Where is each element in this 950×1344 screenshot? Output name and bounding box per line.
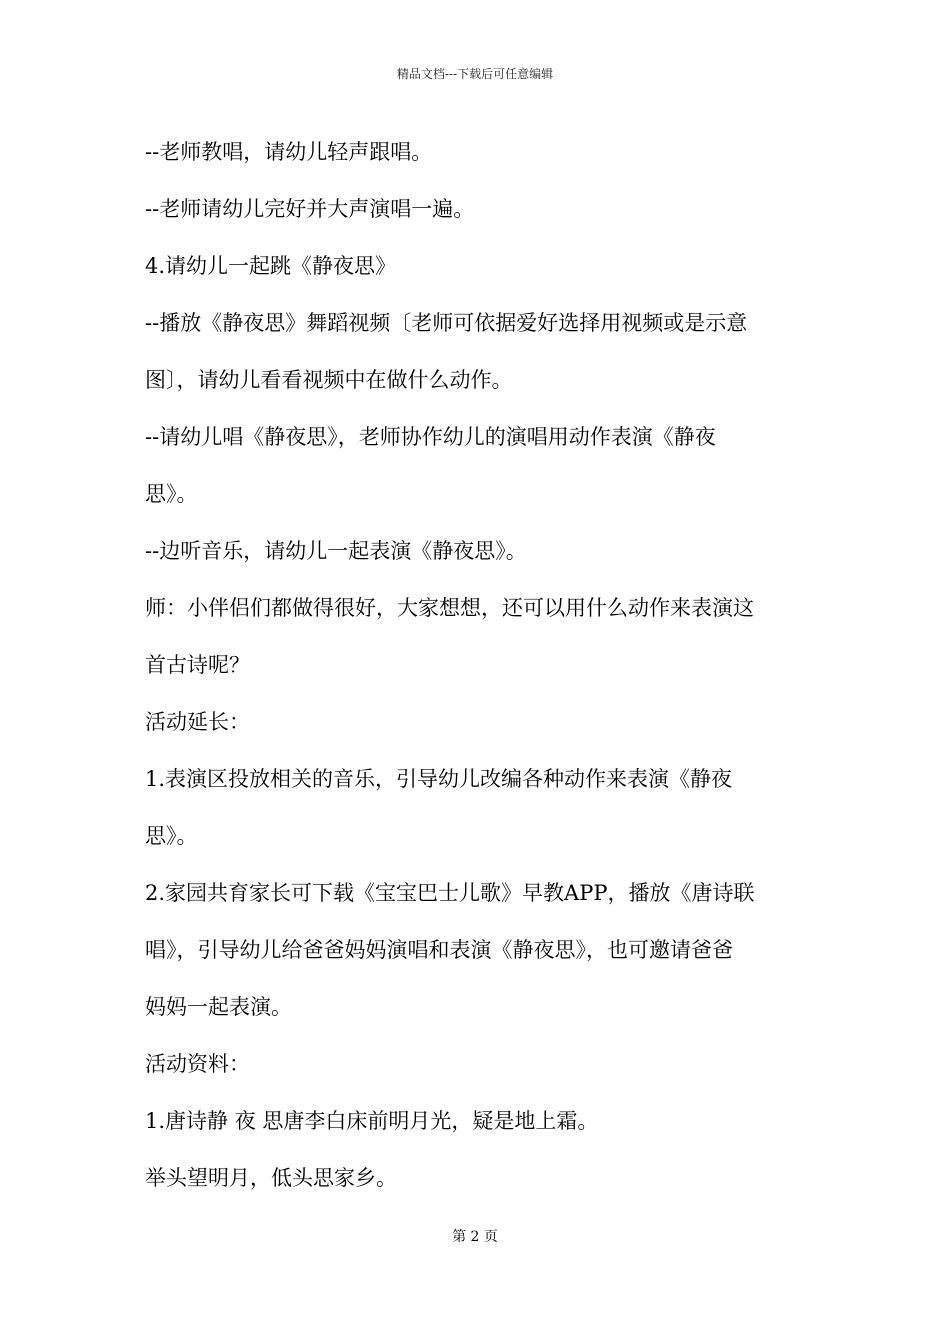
text-line: 2.家园共育家长可下载《宝宝巴士儿歌》早教APP，播放《唐诗联	[145, 881, 755, 905]
text-line: 妈妈一起表演。	[145, 995, 292, 1019]
page-number: 第 2 页	[452, 1229, 498, 1245]
text-line: 思》。	[145, 482, 198, 506]
text-line: 活动资料：	[145, 1052, 250, 1076]
text-line: 师：小伴侣们都做得很好，大家想想，还可以用什么动作来表演这	[145, 596, 754, 620]
text-line: --播放《静夜思》舞蹈视频〔老师可依据爱好选择用视频或是示意	[145, 311, 748, 335]
text-line: 唱》，引导幼儿给爸爸妈妈演唱和表演《静夜思》，也可邀请爸爸	[145, 938, 733, 962]
text-line: --请幼儿唱《静夜思》，老师协作幼儿的演唱用动作表演《静夜	[145, 425, 716, 449]
text-line: 4.请幼儿一起跳《静夜思》	[145, 254, 397, 278]
document-body	[145, 132, 810, 1215]
text-line: --边听音乐，请幼儿一起表演《静夜思》。	[145, 539, 527, 563]
page-header: 精品文档---下载后可任意编辑	[396, 67, 554, 81]
text-line: 图〕，请幼儿看看视频中在做什么动作。	[145, 368, 513, 392]
text-line: --老师教唱，请幼儿轻声跟唱。	[145, 140, 433, 164]
text-line: --老师请幼儿完好并大声演唱一遍。	[145, 197, 475, 221]
text-line: 活动延长：	[145, 710, 250, 734]
text-line: 1.唐诗静 夜 思唐李白床前明月光，疑是地上霜。	[145, 1109, 599, 1133]
text-line: 1.表演区投放相关的音乐，引导幼儿改编各种动作来表演《静夜	[145, 767, 733, 791]
text-line: 首古诗呢？	[145, 653, 250, 677]
text-line: 举头望明月，低头思家乡。	[145, 1166, 397, 1190]
text-line: 思》。	[145, 824, 198, 848]
